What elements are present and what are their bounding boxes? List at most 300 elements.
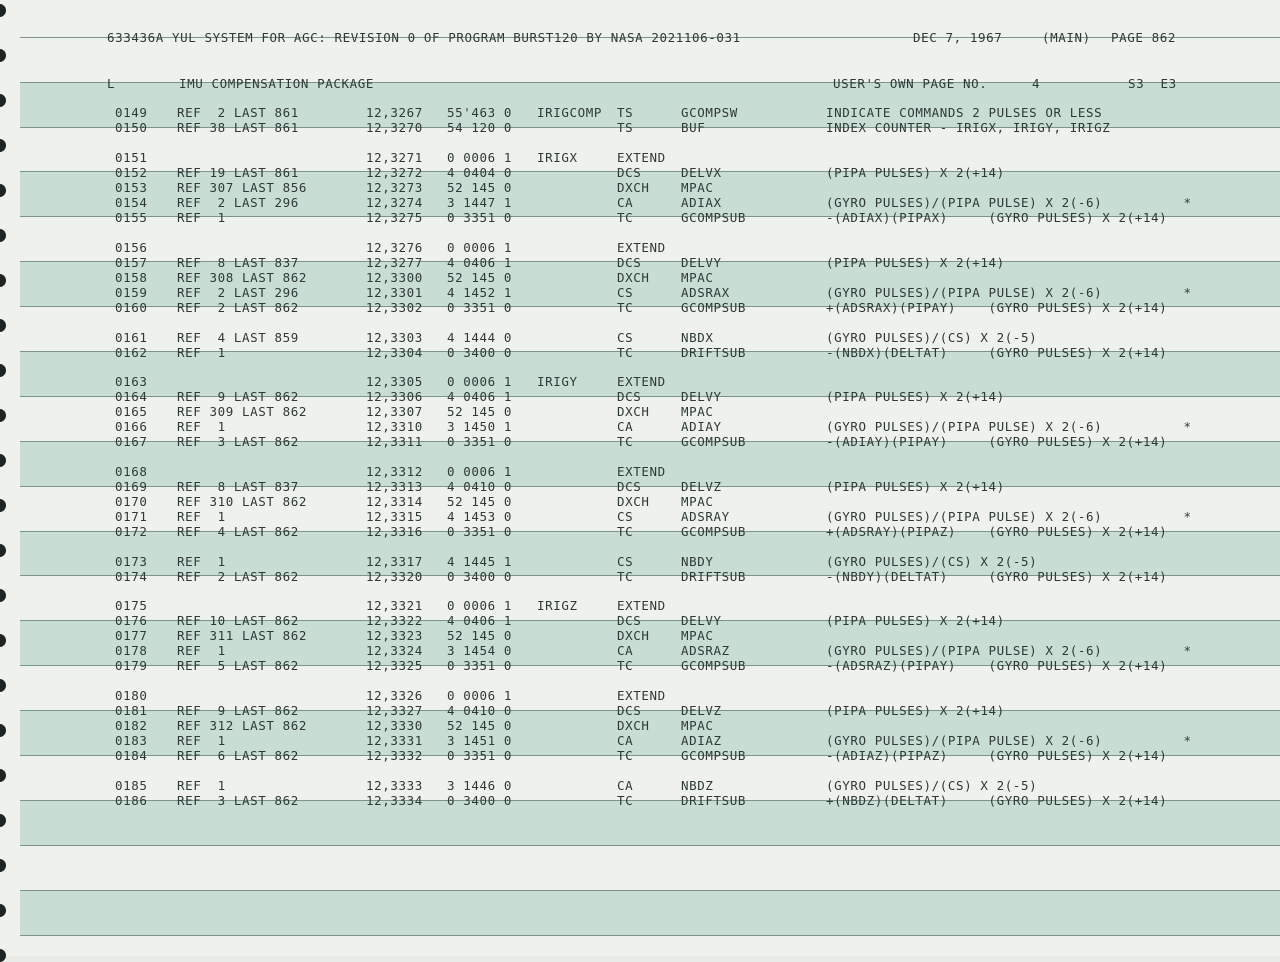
listing-row xyxy=(0,345,1280,360)
octal-word: 0 3351 0 xyxy=(447,524,513,539)
comment: (PIPA PULSES) X 2(+14) xyxy=(826,479,1005,494)
line-number: 0150 xyxy=(115,120,148,135)
comment: (GYRO PULSES)/(CS) X 2(-5) xyxy=(826,778,1038,793)
line-number: 0168 xyxy=(115,464,148,479)
address: 12,3327 xyxy=(366,703,423,718)
ref-field: REF 38 LAST 861 xyxy=(177,120,299,135)
listing-row xyxy=(0,554,1280,569)
line-number: 0175 xyxy=(115,598,148,613)
line-number: 0173 xyxy=(115,554,148,569)
opcode: TC xyxy=(617,658,634,673)
line-number: 0163 xyxy=(115,374,148,389)
address: 12,3322 xyxy=(366,613,423,628)
ref-field: REF 1 xyxy=(177,733,226,748)
operand: GCOMPSUB xyxy=(681,210,747,225)
opcode: EXTEND xyxy=(617,464,666,479)
opcode: TC xyxy=(617,748,634,763)
listing-row xyxy=(0,404,1280,419)
line-number: 0177 xyxy=(115,628,148,643)
opcode: DCS xyxy=(617,613,642,628)
listing-row xyxy=(0,150,1280,165)
listing-row xyxy=(0,748,1280,763)
comment: (PIPA PULSES) X 2(+14) xyxy=(826,613,1005,628)
comment: (GYRO PULSES)/(PIPA PULSE) X 2(-6) * xyxy=(826,733,1192,748)
listing-row xyxy=(0,688,1280,703)
opcode: TC xyxy=(617,793,634,808)
line-number: 0161 xyxy=(115,330,148,345)
line-number: 0172 xyxy=(115,524,148,539)
operand: DELVY xyxy=(681,613,722,628)
user-page-label: USER'S OWN PAGE NO. xyxy=(833,76,988,91)
opcode: CS xyxy=(617,554,634,569)
operand: ADIAX xyxy=(681,195,722,210)
opcode: TS xyxy=(617,120,634,135)
address: 12,3320 xyxy=(366,569,423,584)
opcode: EXTEND xyxy=(617,150,666,165)
octal-word: 3 1447 1 xyxy=(447,195,513,210)
ref-field: REF 312 LAST 862 xyxy=(177,718,308,733)
comment: +(ADSRAX)(PIPAY) (GYRO PULSES) X 2(+14) xyxy=(826,300,1168,315)
opcode: CS xyxy=(617,509,634,524)
line-number: 0159 xyxy=(115,285,148,300)
octal-word: 0 3351 0 xyxy=(447,658,513,673)
address: 12,3312 xyxy=(366,464,423,479)
octal-word: 4 0406 1 xyxy=(447,255,513,270)
address: 12,3301 xyxy=(366,285,423,300)
octal-word: 4 1444 0 xyxy=(447,330,513,345)
comment: (PIPA PULSES) X 2(+14) xyxy=(826,389,1005,404)
octal-word: 4 1452 1 xyxy=(447,285,513,300)
operand: MPAC xyxy=(681,180,714,195)
listing-row xyxy=(0,464,1280,479)
address: 12,3277 xyxy=(366,255,423,270)
ref-field: REF 4 LAST 859 xyxy=(177,330,299,345)
listing-row xyxy=(0,419,1280,434)
feed-hole xyxy=(0,4,6,17)
section-codes: S3 E3 xyxy=(1128,76,1177,91)
section-marker: L xyxy=(107,76,116,91)
ref-field: REF 2 LAST 862 xyxy=(177,300,299,315)
ref-field: REF 2 LAST 862 xyxy=(177,569,299,584)
ref-field: REF 6 LAST 862 xyxy=(177,748,299,763)
line-number: 0185 xyxy=(115,778,148,793)
octal-word: 4 0406 1 xyxy=(447,389,513,404)
octal-word: 4 0406 1 xyxy=(447,613,513,628)
address: 12,3267 xyxy=(366,105,423,120)
address: 12,3300 xyxy=(366,270,423,285)
comment: (PIPA PULSES) X 2(+14) xyxy=(826,255,1005,270)
operand: DELVY xyxy=(681,389,722,404)
feed-hole xyxy=(0,904,6,917)
header-page: PAGE 862 xyxy=(1111,30,1177,45)
line-number: 0171 xyxy=(115,509,148,524)
ref-field: REF 1 xyxy=(177,345,226,360)
address: 12,3321 xyxy=(366,598,423,613)
ref-field: REF 4 LAST 862 xyxy=(177,524,299,539)
line-number: 0152 xyxy=(115,165,148,180)
line-number: 0182 xyxy=(115,718,148,733)
comment: -(NBDX)(DELTAT) (GYRO PULSES) X 2(+14) xyxy=(826,345,1168,360)
line-number: 0164 xyxy=(115,389,148,404)
user-page-number: 4 xyxy=(1032,76,1041,91)
comment: (PIPA PULSES) X 2(+14) xyxy=(826,165,1005,180)
line-number: 0157 xyxy=(115,255,148,270)
operand: GCOMPSW xyxy=(681,105,738,120)
symbol-label: IRIGX xyxy=(537,150,578,165)
ref-field: REF 307 LAST 856 xyxy=(177,180,308,195)
line-number: 0151 xyxy=(115,150,148,165)
header-date: DEC 7, 1967 xyxy=(913,30,1003,45)
operand: GCOMPSUB xyxy=(681,434,747,449)
octal-word: 0 0006 1 xyxy=(447,374,513,389)
operand: MPAC xyxy=(681,494,714,509)
address: 12,3273 xyxy=(366,180,423,195)
comment: -(ADIAY)(PIPAY) (GYRO PULSES) X 2(+14) xyxy=(826,434,1168,449)
line-number: 0153 xyxy=(115,180,148,195)
octal-word: 52 145 0 xyxy=(447,270,513,285)
octal-word: 0 0006 1 xyxy=(447,688,513,703)
line-number: 0178 xyxy=(115,643,148,658)
opcode: DXCH xyxy=(617,494,650,509)
ref-field: REF 308 LAST 862 xyxy=(177,270,308,285)
ref-field: REF 1 xyxy=(177,554,226,569)
octal-word: 52 145 0 xyxy=(447,718,513,733)
section-title: IMU COMPENSATION PACKAGE xyxy=(179,76,375,91)
operand: MPAC xyxy=(681,270,714,285)
listing-row xyxy=(0,509,1280,524)
ref-field: REF 8 LAST 837 xyxy=(177,255,299,270)
operand: GCOMPSUB xyxy=(681,300,747,315)
listing-row xyxy=(0,793,1280,808)
symbol-label: IRIGY xyxy=(537,374,578,389)
octal-word: 0 3351 0 xyxy=(447,748,513,763)
listing-row xyxy=(0,180,1280,195)
opcode: DCS xyxy=(617,389,642,404)
octal-word: 52 145 0 xyxy=(447,180,513,195)
operand: NBDX xyxy=(681,330,714,345)
line-number: 0158 xyxy=(115,270,148,285)
ref-field: REF 10 LAST 862 xyxy=(177,613,299,628)
operand: DELVY xyxy=(681,255,722,270)
octal-word: 52 145 0 xyxy=(447,404,513,419)
listing-row xyxy=(0,524,1280,539)
octal-word: 0 3400 0 xyxy=(447,569,513,584)
line-number: 0162 xyxy=(115,345,148,360)
operand: MPAC xyxy=(681,718,714,733)
opcode: EXTEND xyxy=(617,374,666,389)
address: 12,3275 xyxy=(366,210,423,225)
octal-word: 4 1453 0 xyxy=(447,509,513,524)
line-number: 0149 xyxy=(115,105,148,120)
comment: -(ADIAZ)(PIPAZ) (GYRO PULSES) X 2(+14) xyxy=(826,748,1168,763)
listing-row xyxy=(0,494,1280,509)
operand: ADSRAY xyxy=(681,509,730,524)
ref-field: REF 2 LAST 861 xyxy=(177,105,299,120)
ref-field: REF 19 LAST 861 xyxy=(177,165,299,180)
opcode: DXCH xyxy=(617,628,650,643)
line-number: 0160 xyxy=(115,300,148,315)
operand: MPAC xyxy=(681,628,714,643)
operand: GCOMPSUB xyxy=(681,748,747,763)
octal-word: 0 3351 0 xyxy=(447,210,513,225)
ref-field: REF 9 LAST 862 xyxy=(177,703,299,718)
comment: (GYRO PULSES)/(PIPA PULSE) X 2(-6) * xyxy=(826,285,1192,300)
listing-row xyxy=(0,778,1280,793)
address: 12,3270 xyxy=(366,120,423,135)
comment: (GYRO PULSES)/(CS) X 2(-5) xyxy=(826,330,1038,345)
octal-word: 0 0006 1 xyxy=(447,464,513,479)
listing-row xyxy=(0,330,1280,345)
operand: ADIAY xyxy=(681,419,722,434)
octal-word: 4 0410 0 xyxy=(447,703,513,718)
opcode: DCS xyxy=(617,255,642,270)
octal-word: 0 3400 0 xyxy=(447,345,513,360)
opcode: TC xyxy=(617,569,634,584)
comment: +(NBDZ)(DELTAT) (GYRO PULSES) X 2(+14) xyxy=(826,793,1168,808)
opcode: DCS xyxy=(617,479,642,494)
ref-field: REF 3 LAST 862 xyxy=(177,434,299,449)
address: 12,3306 xyxy=(366,389,423,404)
listing-row xyxy=(0,374,1280,389)
octal-word: 4 0410 0 xyxy=(447,479,513,494)
comment: -(ADIAX)(PIPAX) (GYRO PULSES) X 2(+14) xyxy=(826,210,1168,225)
operand: ADSRAZ xyxy=(681,643,730,658)
operand: MPAC xyxy=(681,404,714,419)
listing-row xyxy=(0,270,1280,285)
address: 12,3272 xyxy=(366,165,423,180)
listing-row xyxy=(0,285,1280,300)
ref-field: REF 2 LAST 296 xyxy=(177,195,299,210)
comment: -(ADSRAZ)(PIPAY) (GYRO PULSES) X 2(+14) xyxy=(826,658,1168,673)
opcode: EXTEND xyxy=(617,240,666,255)
opcode: CA xyxy=(617,778,634,793)
listing-row xyxy=(0,105,1280,120)
opcode: DXCH xyxy=(617,180,650,195)
opcode: TC xyxy=(617,300,634,315)
listing-row xyxy=(0,255,1280,270)
listing-row xyxy=(0,613,1280,628)
octal-word: 54 120 0 xyxy=(447,120,513,135)
rule-line xyxy=(20,890,1280,891)
address: 12,3304 xyxy=(366,345,423,360)
ref-field: REF 309 LAST 862 xyxy=(177,404,308,419)
opcode: DCS xyxy=(617,703,642,718)
listing-row xyxy=(0,210,1280,225)
address: 12,3325 xyxy=(366,658,423,673)
octal-word: 4 0404 0 xyxy=(447,165,513,180)
octal-word: 0 3351 0 xyxy=(447,300,513,315)
comment: (GYRO PULSES)/(PIPA PULSE) X 2(-6) * xyxy=(826,509,1192,524)
operand: ADIAZ xyxy=(681,733,722,748)
listing-row xyxy=(0,389,1280,404)
comment: INDICATE COMMANDS 2 PULSES OR LESS xyxy=(826,105,1103,120)
opcode: TC xyxy=(617,345,634,360)
listing-row xyxy=(0,165,1280,180)
address: 12,3332 xyxy=(366,748,423,763)
symbol-label: IRIGZ xyxy=(537,598,578,613)
operand: GCOMPSUB xyxy=(681,658,747,673)
octal-word: 3 1451 0 xyxy=(447,733,513,748)
listing-row xyxy=(0,733,1280,748)
ref-field: REF 5 LAST 862 xyxy=(177,658,299,673)
operand: NBDZ xyxy=(681,778,714,793)
listing-row xyxy=(0,240,1280,255)
opcode: EXTEND xyxy=(617,598,666,613)
opcode: EXTEND xyxy=(617,688,666,703)
comment: +(ADSRAY)(PIPAZ) (GYRO PULSES) X 2(+14) xyxy=(826,524,1168,539)
rule-line xyxy=(20,935,1280,936)
page-header xyxy=(0,30,1280,45)
line-number: 0176 xyxy=(115,613,148,628)
octal-word: 0 0006 1 xyxy=(447,240,513,255)
opcode: TC xyxy=(617,524,634,539)
octal-word: 52 145 0 xyxy=(447,628,513,643)
line-number: 0174 xyxy=(115,569,148,584)
operand: DRIFTSUB xyxy=(681,345,747,360)
ref-field: REF 1 xyxy=(177,643,226,658)
line-number: 0184 xyxy=(115,748,148,763)
operand: BUF xyxy=(681,120,706,135)
opcode: DXCH xyxy=(617,270,650,285)
line-number: 0183 xyxy=(115,733,148,748)
address: 12,3316 xyxy=(366,524,423,539)
listing-row xyxy=(0,195,1280,210)
listing-row xyxy=(0,598,1280,613)
listing-row xyxy=(0,479,1280,494)
listing-row xyxy=(0,718,1280,733)
listing-row xyxy=(0,643,1280,658)
operand: DELVX xyxy=(681,165,722,180)
comment: -(NBDY)(DELTAT) (GYRO PULSES) X 2(+14) xyxy=(826,569,1168,584)
listing-row xyxy=(0,658,1280,673)
address: 12,3313 xyxy=(366,479,423,494)
octal-word: 0 0006 1 xyxy=(447,150,513,165)
address: 12,3333 xyxy=(366,778,423,793)
feed-hole xyxy=(0,814,6,827)
ref-field: REF 9 LAST 862 xyxy=(177,389,299,404)
opcode: CA xyxy=(617,733,634,748)
opcode: TC xyxy=(617,434,634,449)
line-number: 0186 xyxy=(115,793,148,808)
octal-word: 0 0006 1 xyxy=(447,598,513,613)
octal-word: 3 1454 0 xyxy=(447,643,513,658)
comment: INDEX COUNTER - IRIGX, IRIGY, IRIGZ xyxy=(826,120,1111,135)
operand: DELVZ xyxy=(681,703,722,718)
comment: (GYRO PULSES)/(PIPA PULSE) X 2(-6) * xyxy=(826,643,1192,658)
octal-word: 55'463 0 xyxy=(447,105,513,120)
octal-word: 4 1445 1 xyxy=(447,554,513,569)
header-title: 633436A YUL SYSTEM FOR AGC: REVISION 0 OF PROGRAM BURST120 BY NASA 2021106-031 xyxy=(107,30,741,45)
greenbar-band xyxy=(20,890,1280,935)
opcode: CS xyxy=(617,330,634,345)
line-number: 0170 xyxy=(115,494,148,509)
opcode: CA xyxy=(617,419,634,434)
listing-row xyxy=(0,628,1280,643)
address: 12,3302 xyxy=(366,300,423,315)
ref-field: REF 8 LAST 837 xyxy=(177,479,299,494)
symbol-label: IRIGCOMP xyxy=(537,105,603,120)
line-number: 0169 xyxy=(115,479,148,494)
operand: ADSRAX xyxy=(681,285,730,300)
ref-field: REF 2 LAST 296 xyxy=(177,285,299,300)
address: 12,3324 xyxy=(366,643,423,658)
address: 12,3303 xyxy=(366,330,423,345)
address: 12,3311 xyxy=(366,434,423,449)
opcode: CS xyxy=(617,285,634,300)
ref-field: REF 310 LAST 862 xyxy=(177,494,308,509)
address: 12,3330 xyxy=(366,718,423,733)
listing-row xyxy=(0,300,1280,315)
line-number: 0165 xyxy=(115,404,148,419)
listing-row xyxy=(0,434,1280,449)
address: 12,3323 xyxy=(366,628,423,643)
line-number: 0180 xyxy=(115,688,148,703)
operand: NBDY xyxy=(681,554,714,569)
address: 12,3276 xyxy=(366,240,423,255)
address: 12,3307 xyxy=(366,404,423,419)
address: 12,3314 xyxy=(366,494,423,509)
opcode: DCS xyxy=(617,165,642,180)
address: 12,3271 xyxy=(366,150,423,165)
ref-field: REF 1 xyxy=(177,778,226,793)
octal-word: 0 3400 0 xyxy=(447,793,513,808)
opcode: TC xyxy=(617,210,634,225)
feed-hole xyxy=(0,859,6,872)
line-number: 0155 xyxy=(115,210,148,225)
opcode: DXCH xyxy=(617,404,650,419)
line-number: 0156 xyxy=(115,240,148,255)
operand: DELVZ xyxy=(681,479,722,494)
octal-word: 0 3351 0 xyxy=(447,434,513,449)
octal-word: 3 1446 0 xyxy=(447,778,513,793)
opcode: CA xyxy=(617,195,634,210)
address: 12,3310 xyxy=(366,419,423,434)
operand: DRIFTSUB xyxy=(681,793,747,808)
header-main: (MAIN) xyxy=(1042,30,1091,45)
operand: DRIFTSUB xyxy=(681,569,747,584)
listing-row xyxy=(0,703,1280,718)
line-number: 0179 xyxy=(115,658,148,673)
listing-row xyxy=(0,120,1280,135)
line-number: 0166 xyxy=(115,419,148,434)
ref-field: REF 311 LAST 862 xyxy=(177,628,308,643)
operand: GCOMPSUB xyxy=(681,524,747,539)
comment: (PIPA PULSES) X 2(+14) xyxy=(826,703,1005,718)
line-number: 0154 xyxy=(115,195,148,210)
ref-field: REF 1 xyxy=(177,210,226,225)
opcode: DXCH xyxy=(617,718,650,733)
opcode: TS xyxy=(617,105,634,120)
address: 12,3317 xyxy=(366,554,423,569)
ref-field: REF 1 xyxy=(177,509,226,524)
rule-line xyxy=(20,845,1280,846)
line-number: 0167 xyxy=(115,434,148,449)
octal-word: 3 1450 1 xyxy=(447,419,513,434)
address: 12,3315 xyxy=(366,509,423,524)
comment: (GYRO PULSES)/(CS) X 2(-5) xyxy=(826,554,1038,569)
address: 12,3331 xyxy=(366,733,423,748)
octal-word: 52 145 0 xyxy=(447,494,513,509)
ref-field: REF 1 xyxy=(177,419,226,434)
section-header xyxy=(0,76,1280,91)
opcode: CA xyxy=(617,643,634,658)
comment: (GYRO PULSES)/(PIPA PULSE) X 2(-6) * xyxy=(826,419,1192,434)
address: 12,3305 xyxy=(366,374,423,389)
ref-field: REF 3 LAST 862 xyxy=(177,793,299,808)
address: 12,3274 xyxy=(366,195,423,210)
comment: (GYRO PULSES)/(PIPA PULSE) X 2(-6) * xyxy=(826,195,1192,210)
address: 12,3326 xyxy=(366,688,423,703)
